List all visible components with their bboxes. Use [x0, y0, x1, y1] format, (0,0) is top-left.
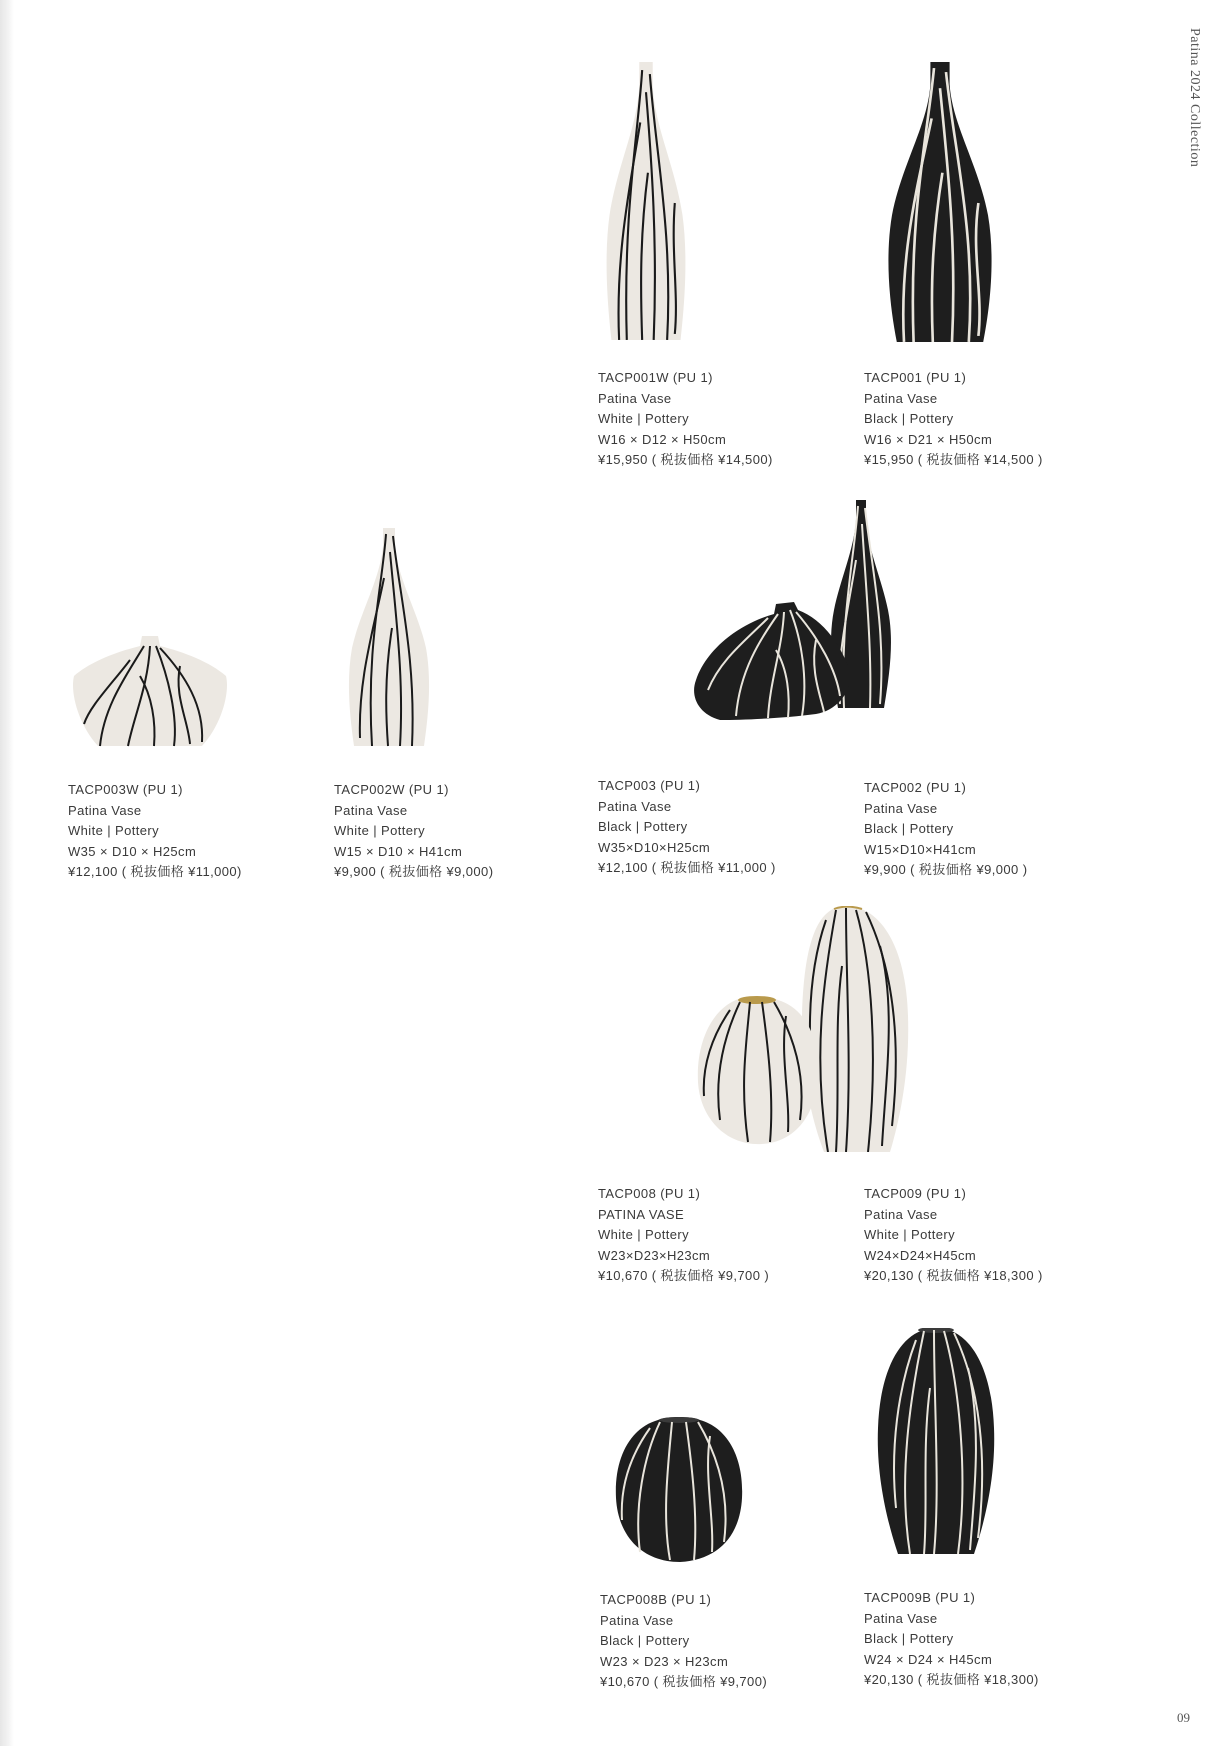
- product-size: W16 × D12 × H50cm: [598, 431, 727, 447]
- product-caption-tacp003w: [68, 780, 308, 883]
- product-spec: Black | Pottery: [600, 1633, 690, 1649]
- vase-photo-tacp003w: [70, 636, 230, 748]
- product-spec: White | Pottery: [68, 823, 160, 839]
- product-spec: Black | Pottery: [864, 821, 954, 837]
- vase-photo-tacp009b: [876, 1328, 996, 1554]
- product-size: W16 × D21 × H50cm: [864, 431, 993, 447]
- vase-photo-tacp003-tacp002: [690, 500, 920, 722]
- product-price: ¥20,130 ( 税抜価格 ¥18,300 ): [864, 1268, 1043, 1284]
- product-code: TACP001W (PU 1): [598, 370, 713, 385]
- product-size: W15×D10×H41cm: [864, 841, 977, 857]
- vase-photo-tacp008b: [614, 1416, 744, 1562]
- product-name: Patina Vase: [598, 798, 672, 814]
- page-spine-shadow: [0, 0, 14, 1746]
- product-size: W35×D10×H25cm: [598, 839, 711, 855]
- product-code: TACP008 (PU 1): [598, 1186, 701, 1201]
- product-spec: White | Pottery: [598, 1227, 690, 1243]
- product-name: Patina Vase: [864, 390, 938, 406]
- product-name: Patina Vase: [68, 802, 142, 818]
- product-price: ¥12,100 ( 税抜価格 ¥11,000): [68, 864, 242, 880]
- product-spec: White | Pottery: [864, 1227, 956, 1243]
- product-code: TACP008B (PU 1): [600, 1592, 712, 1607]
- product-caption-tacp008: [598, 1184, 838, 1287]
- product-caption-tacp009: [864, 1184, 1104, 1287]
- product-code: TACP003 (PU 1): [598, 778, 701, 793]
- product-price: ¥15,950 ( 税抜価格 ¥14,500 ): [864, 452, 1043, 468]
- product-caption-tacp002w: [334, 780, 574, 883]
- product-name: Patina Vase: [864, 800, 938, 816]
- product-caption-tacp002: [864, 778, 1104, 881]
- product-caption-tacp001w: [598, 368, 838, 471]
- product-name: Patina Vase: [600, 1612, 674, 1628]
- product-code: TACP002W (PU 1): [334, 782, 449, 797]
- product-size: W23 × D23 × H23cm: [600, 1653, 729, 1669]
- product-caption-tacp001: [864, 368, 1104, 471]
- product-spec: Black | Pottery: [864, 411, 954, 427]
- product-price: ¥20,130 ( 税抜価格 ¥18,300): [864, 1672, 1039, 1688]
- product-caption-tacp003: [598, 776, 838, 879]
- vase-photo-tacp008-tacp009: [696, 906, 930, 1152]
- product-price: ¥9,900 ( 税抜価格 ¥9,000): [334, 864, 494, 880]
- vase-photo-tacp001: [880, 62, 1000, 344]
- product-size: W24 × D24 × H45cm: [864, 1651, 993, 1667]
- product-price: ¥10,670 ( 税抜価格 ¥9,700): [600, 1674, 768, 1690]
- product-code: TACP002 (PU 1): [864, 780, 967, 795]
- page-number: 09: [1177, 1710, 1190, 1725]
- running-title: Patina 2024 Collection: [1187, 28, 1202, 168]
- product-code: TACP001 (PU 1): [864, 370, 967, 385]
- product-spec: Black | Pottery: [864, 1631, 954, 1647]
- product-code: TACP009B (PU 1): [864, 1590, 976, 1605]
- product-spec: Black | Pottery: [598, 819, 688, 835]
- vase-photo-tacp002w: [346, 528, 432, 748]
- product-caption-tacp009b: [864, 1588, 1104, 1691]
- product-price: ¥10,670 ( 税抜価格 ¥9,700 ): [598, 1268, 770, 1284]
- product-code: TACP009 (PU 1): [864, 1186, 967, 1201]
- product-name: PATINA VASE: [598, 1206, 685, 1222]
- product-price: ¥12,100 ( 税抜価格 ¥11,000 ): [598, 860, 776, 876]
- product-spec: White | Pottery: [334, 823, 426, 839]
- product-code: TACP003W (PU 1): [68, 782, 183, 797]
- product-price: ¥15,950 ( 税抜価格 ¥14,500): [598, 452, 773, 468]
- product-name: Patina Vase: [864, 1206, 938, 1222]
- product-name: Patina Vase: [598, 390, 672, 406]
- product-price: ¥9,900 ( 税抜価格 ¥9,000 ): [864, 862, 1028, 878]
- product-size: W23×D23×H23cm: [598, 1247, 711, 1263]
- product-size: W24×D24×H45cm: [864, 1247, 977, 1263]
- product-size: W15 × D10 × H41cm: [334, 843, 463, 859]
- product-size: W35 × D10 × H25cm: [68, 843, 197, 859]
- product-name: Patina Vase: [334, 802, 408, 818]
- product-name: Patina Vase: [864, 1610, 938, 1626]
- product-spec: White | Pottery: [598, 411, 690, 427]
- vase-photo-tacp001w: [598, 62, 694, 344]
- product-caption-tacp008b: [600, 1590, 840, 1693]
